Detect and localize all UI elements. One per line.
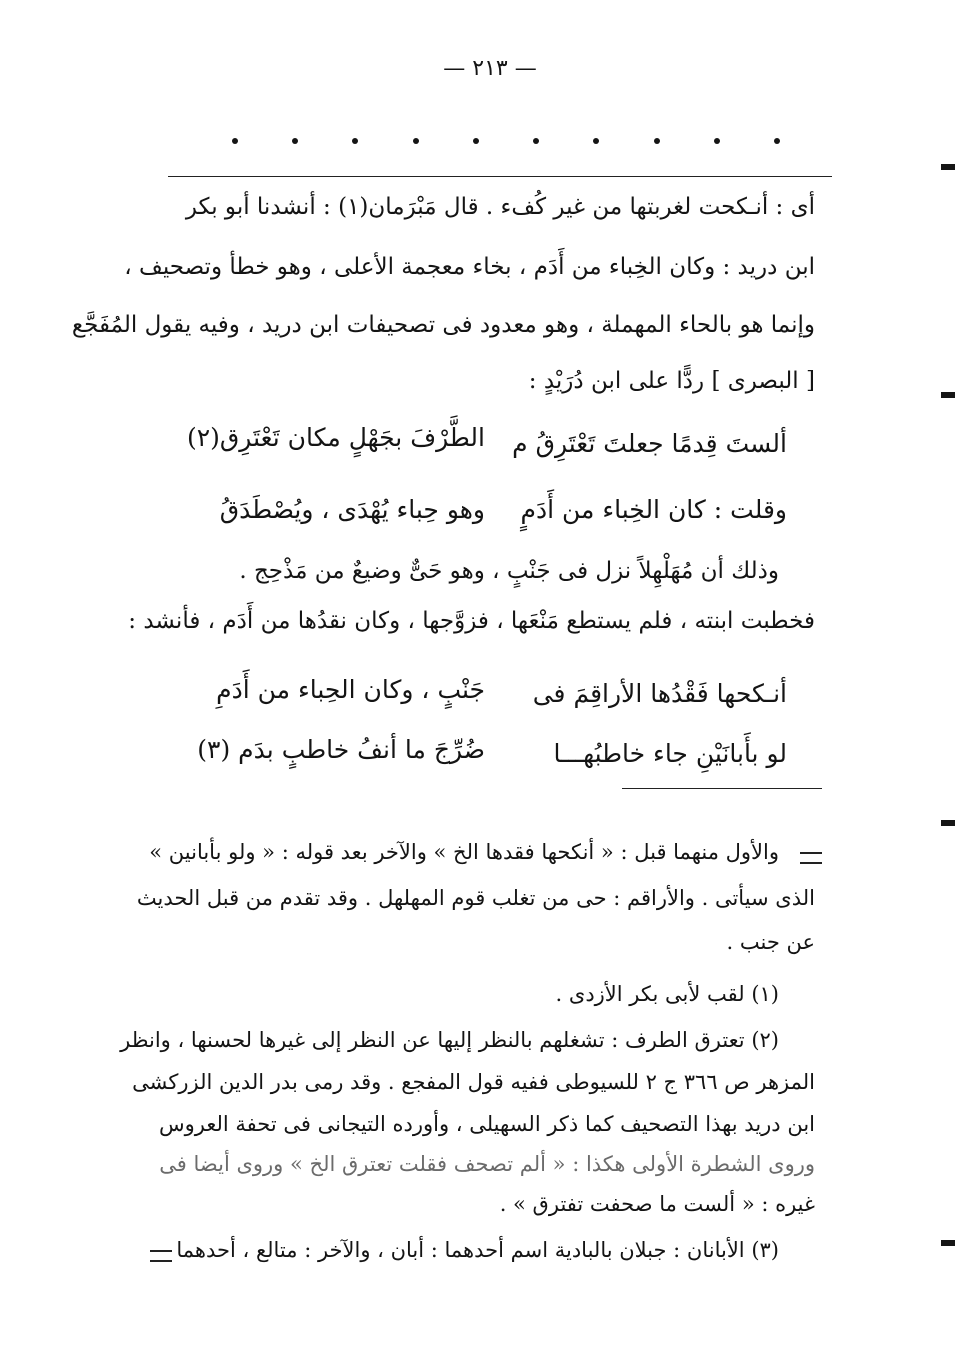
scan-edge-mark [941, 164, 955, 170]
footnote-line: وروى الشطرة الأولى هكذا : « ألم تصحف فقلت تعترق الخ » وروى أيضا فى [159, 1152, 815, 1176]
ornament-dot [593, 138, 599, 144]
continuation-mark [800, 852, 822, 864]
header-rule [168, 176, 832, 177]
verse-hemistich-right: ألستَ قِدمًا جعلتَ تَعْتَرِقُ م [512, 429, 787, 458]
continuation-mark [150, 1250, 172, 1262]
scan-edge-mark [941, 820, 955, 826]
body-line: ابن دريد : وكان الخِباء من أَدَم ، بخاء معجمة الأعلى ، وهو خطأ وتصحيف ، [124, 254, 815, 280]
verse-hemistich-left: ضُرِّجَ ما أنفُ خاطبٍ بدَم (٣) [197, 735, 485, 764]
footnote-1: (١) لقب لأبى بكر الأزدى . [555, 982, 779, 1006]
verse-hemistich-left: وهو حِباء يُهْدَى ، ويُصْطَدَقُ [219, 495, 485, 524]
ornament-dot [413, 138, 419, 144]
verse-hemistich-left: الطَّرْفَ بجَهْلٍ مكان تَعْتَرِق(٢) [186, 423, 485, 452]
page-number: — ٢١٣ — [443, 56, 537, 81]
section-break-dots [232, 130, 780, 150]
ornament-dot [533, 138, 539, 144]
body-line: أى : أنـكحت لغربتها من غير كُفء . قال مَبْرَمان(١) : أنشدنا أبو بكر [185, 194, 815, 220]
footnote-line: الذى سيأتى . والأراقم : حى من تغلب قوم المهلهل . وقد تقدم من قبل الحديث [136, 886, 815, 910]
footnote-3: (٣) الأبانان : جبلان بالبادية اسم أحدهما : أبان ، والآخر : متالع ، أحدهما [176, 1238, 779, 1262]
scan-edge-mark [941, 392, 955, 398]
body-line: فخطبت ابنته ، فلم يستطع مَنْعَها ، فزوَّجها ، وكان نقدُها من أَدَم ، فأنشد : [128, 608, 815, 634]
verse-hemistich-left: جَنْبٍ ، وكان الحِباء من أَدَمِ [216, 675, 485, 704]
ornament-dot [232, 138, 238, 144]
verse-hemistich-right: وقلت : كان الخِباء من أَدَمٍ [520, 495, 787, 524]
footnote-line: المزهر ص ٣٦٦ ج ٢ للسيوطى ففيه قول المفجع . وقد رمى بدر الدين الزركشى [132, 1070, 815, 1094]
verse-hemistich-right: أنـكحها فَقْدُها الأراقِمَ فى [532, 679, 787, 708]
body-line: [ البصرى ] ردًّا على ابن دُرَيْدٍ : [528, 368, 815, 394]
body-line: وذلك أن مُهَلْهِلاً نزل فى جَنْبٍ ، وهو حَىٌّ وضيعٌ من مَذْحِج . [239, 558, 779, 584]
scan-edge-mark [941, 1240, 955, 1246]
ornament-dot [714, 138, 720, 144]
footnote-line: ابن دريد بهذا التصحيف كما ذكر السهيلى ، وأورده التيجانى فى تحفة العروس [159, 1112, 815, 1136]
footnote-line: والأول منهما قبل : « أنكحها فقدها الخ » والآخر بعد قوله : « ولو بأبانين » [149, 840, 779, 864]
ornament-dot [774, 138, 780, 144]
footnote-rule [622, 788, 822, 789]
ornament-dot [352, 138, 358, 144]
body-line: وإنما هو بالحاء المهملة ، وهو معدود فى تصحيفات ابن دريد ، وفيه يقول المُفَجَّع [71, 312, 815, 338]
verse-hemistich-right: لو بأَبانَيْنِ جاء خاطبُهـــا [553, 739, 787, 768]
footnote-line: عن جنب . [726, 930, 815, 954]
footnote-line: غيره : « ألست ما صحفت تفترق » . [499, 1192, 815, 1216]
ornament-dot [292, 138, 298, 144]
footnote-2: (٢) تعترق الطرف : تشغلهم بالنظر إليها عن النظر إلى غيرها لحسنها ، وانظر [120, 1028, 779, 1052]
ornament-dot [473, 138, 479, 144]
ornament-dot [654, 138, 660, 144]
